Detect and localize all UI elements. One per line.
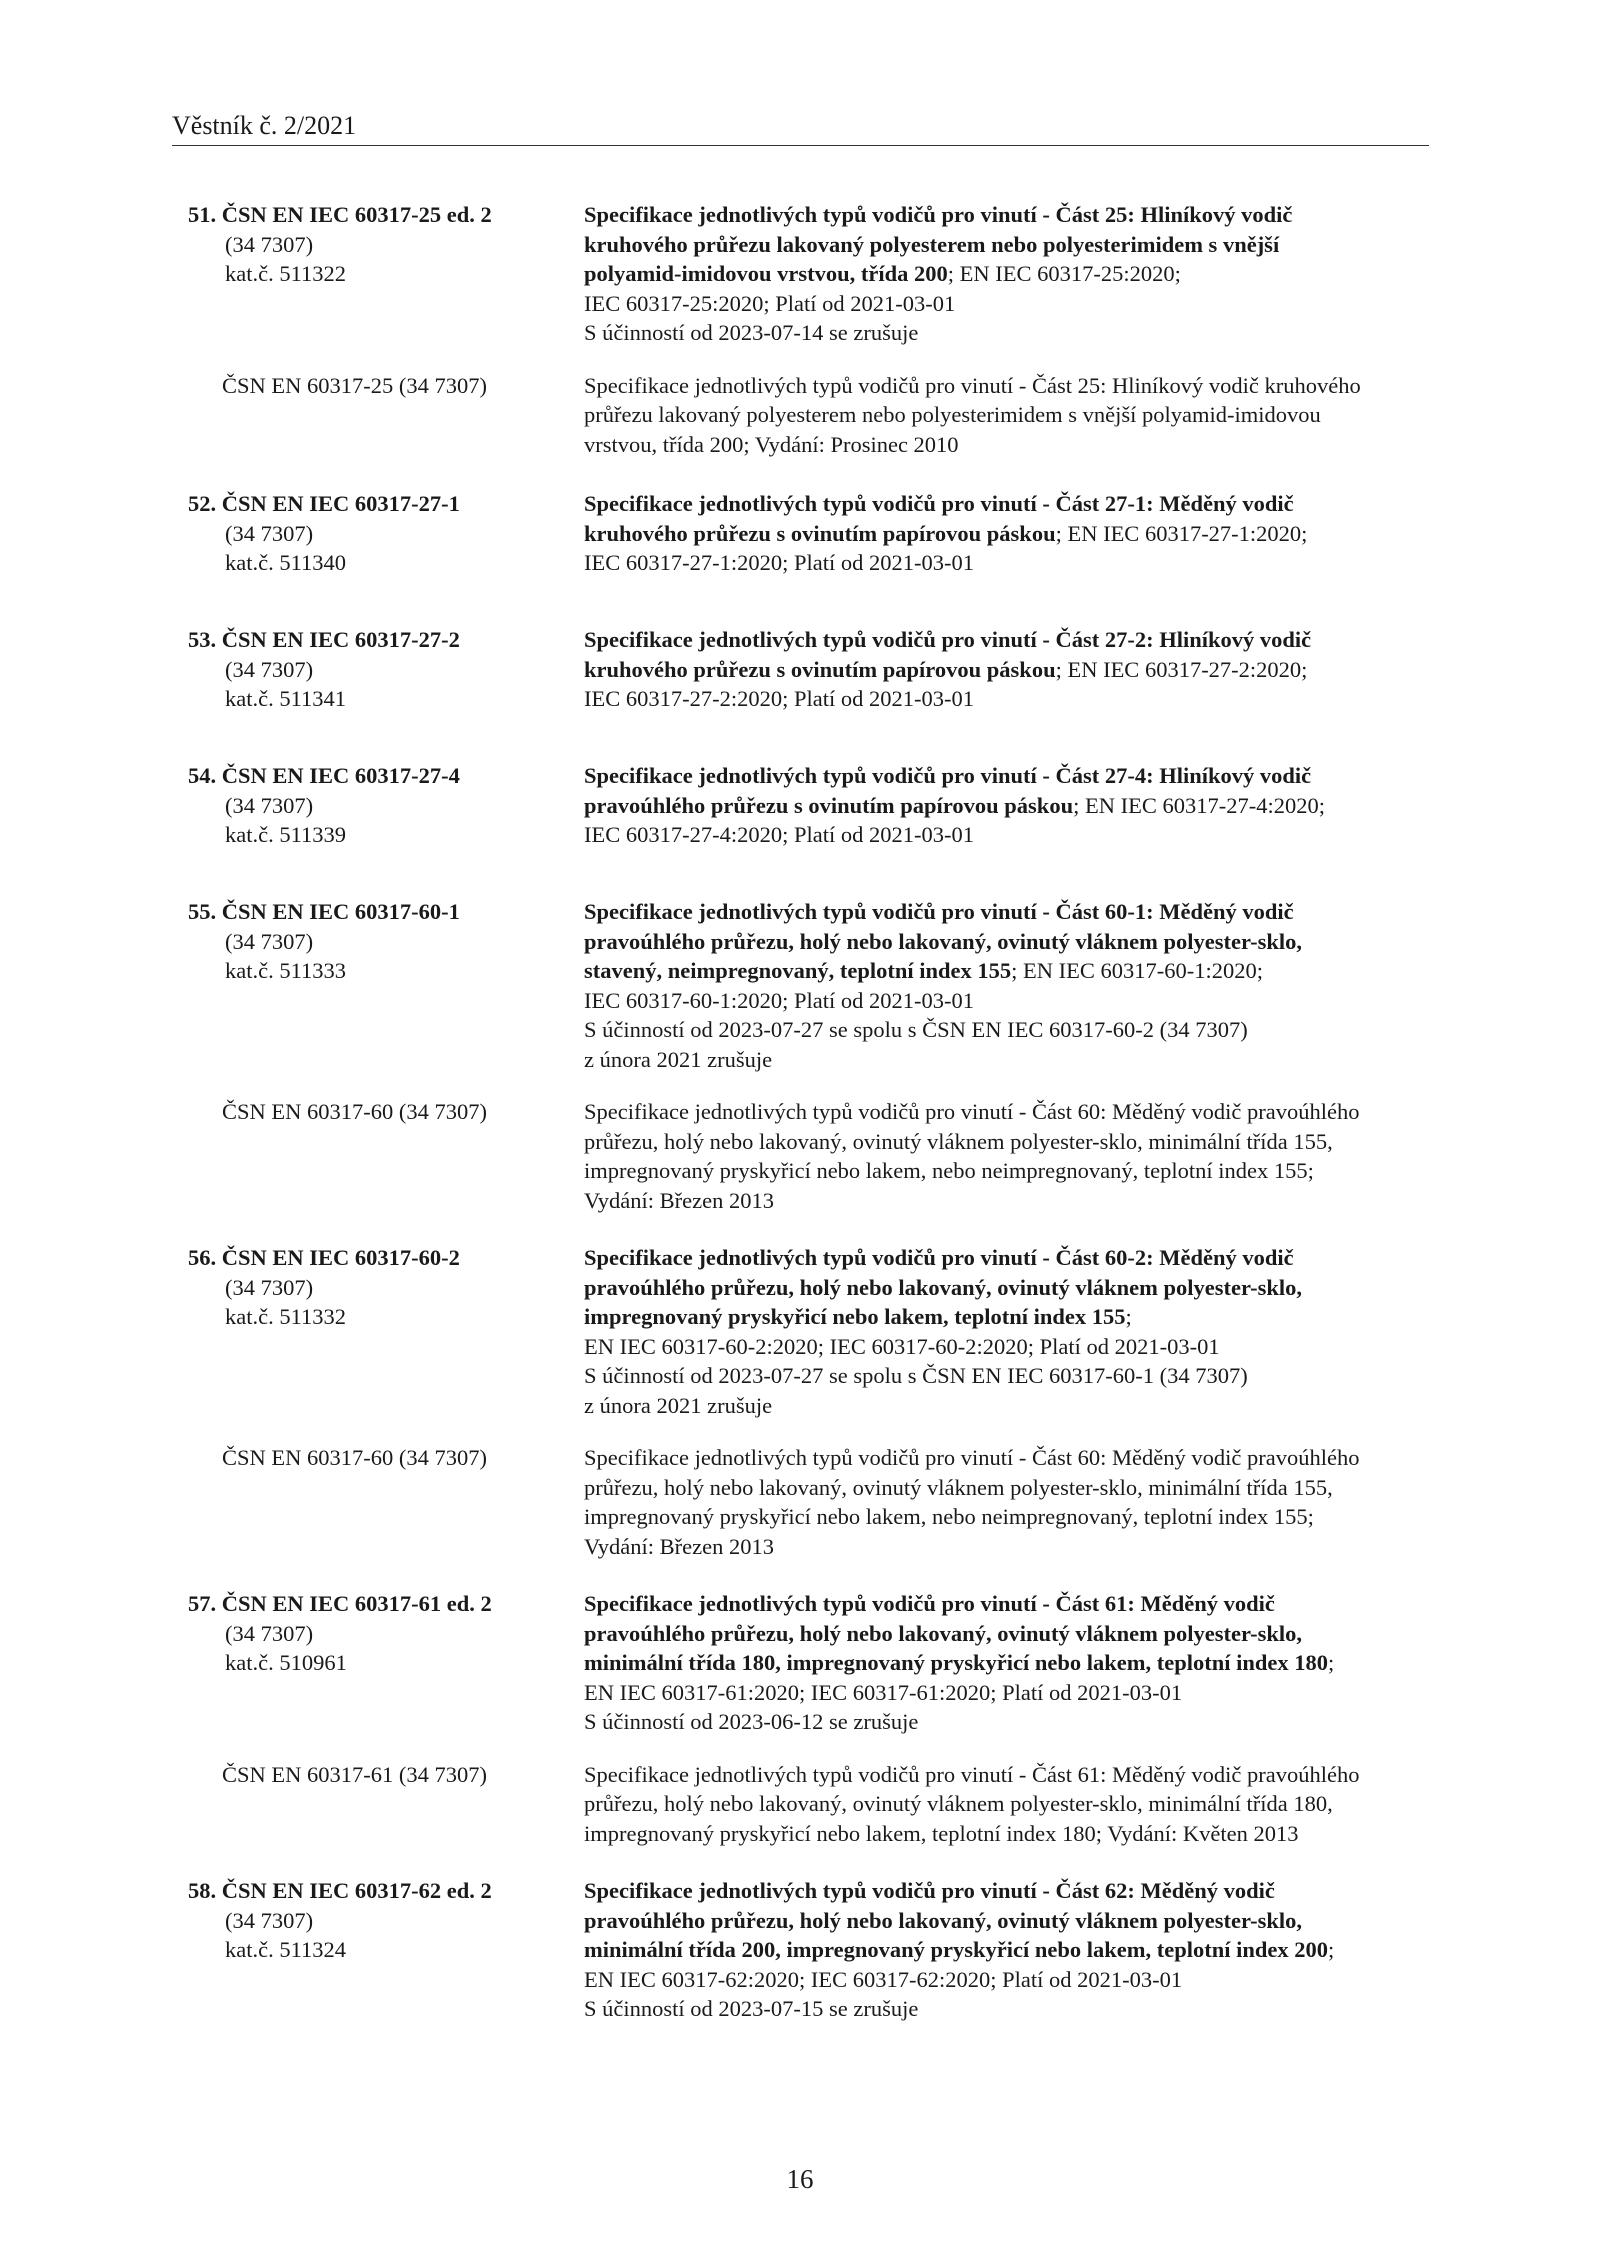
description-line: S účinností od 2023-06-12 se zrušuje [584,1709,919,1734]
classification-number: (34 7307) [225,1620,314,1646]
description-title: pravoúhlého průřezu, holý nebo lakovaný, ovinutý vláknem polyester-sklo, [584,1274,1303,1300]
description-line [584,259,1181,289]
catalog-number: kat.č. 511339 [225,822,347,847]
description-title: Specifikace jednotlivých typů vodičů pro vinutí - Část 25: Hliníkový vodič [584,202,1293,227]
description-line [584,1619,1302,1649]
description-title: polyamid-imidovou vrstvou, třída 200 [584,261,948,286]
description-title: kruhového průřezu s ovinutím papírovou páskou [584,520,1056,546]
replaced-description-line: Specifikace jednotlivých typů vodičů pro vinutí - Část 25: Hliníkový vodič kruhového [584,372,1361,398]
catalog-number: kat.č. 511324 [225,1937,347,1962]
description-line [584,761,1311,791]
description-line [584,1302,1132,1332]
description-line: S účinností od 2023-07-27 se spolu s ČSN EN IEC 60317-60-1 (34 7307) [584,1363,1248,1388]
description-line: EN IEC 60317-61:2020; IEC 60317-61:2020; Platí od 2021-03-01 [584,1679,1183,1705]
description-line [584,230,1279,260]
description-title: impregnovaný pryskyřicí nebo lakem, teplotní index 155 [584,1304,1126,1329]
description-references: ; [1328,1937,1335,1962]
replaced-description-line: impregnovaný pryskyřicí nebo lakem, nebo neimpregnovaný, teplotní index 155; [584,1158,1314,1183]
description-title: Specifikace jednotlivých typů vodičů pro vinutí - Část 60-2: Měděný vodič [584,1245,1294,1270]
description-references: ; EN IEC 60317-25:2020; [947,261,1181,286]
replaced-standard-number: ČSN EN 60317-61 (34 7307) [222,1761,487,1787]
page-number: 16 [786,2164,814,2194]
description-line [584,791,1325,821]
replaced-description-line: průřezu, holý nebo lakovaný, ovinutý vláknem polyester-sklo, minimální třída 155, [584,1474,1333,1500]
standard-number: 52. ČSN EN IEC 60317-27-1 [188,491,460,516]
description-title: stavený, neimpregnovaný, teplotní index 155 [584,958,1012,983]
description-references: ; [1328,1650,1335,1675]
description-line [584,655,1307,685]
description-line [584,625,1311,655]
catalog-number: kat.č. 511340 [225,550,347,575]
description-line [584,956,1263,986]
description-line [584,1935,1334,1965]
replaced-description-line: Vydání: Březen 2013 [584,1187,774,1213]
description-line: IEC 60317-27-1:2020; Platí od 2021-03-01 [584,550,974,575]
replaced-description-line: průřezu, holý nebo lakovaný, ovinutý vláknem polyester-sklo, minimální třída 180, [584,1791,1333,1816]
replaced-standard-number: ČSN EN 60317-60 (34 7307) [222,1099,487,1124]
standard-number: 55. ČSN EN IEC 60317-60-1 [188,899,460,924]
replaced-description-line: impregnovaný pryskyřicí nebo lakem, nebo neimpregnovaný, teplotní index 155; [584,1504,1314,1529]
replaced-standard-number: ČSN EN 60317-25 (34 7307) [222,372,487,398]
replaced-description-line: Vydání: Březen 2013 [584,1533,774,1559]
replaced-description-line: průřezu lakovaný polyesterem nebo polyesterimidem s vnější polyamid-imidovou [584,402,1321,427]
replaced-description-line: Specifikace jednotlivých typů vodičů pro vinutí - Část 61: Měděný vodič pravoúhlého [584,1761,1360,1787]
description-line [584,519,1307,549]
standard-number: 54. ČSN EN IEC 60317-27-4 [188,763,460,788]
description-line [584,1648,1334,1678]
description-title: kruhového průřezu s ovinutím papírovou páskou [584,656,1056,682]
classification-number: (34 7307) [225,1274,314,1300]
replaced-description-line: impregnovaný pryskyřicí nebo lakem, teplotní index 180; Vydání: Květen 2013 [584,1820,1299,1846]
classification-number: (34 7307) [225,520,314,546]
replaced-standard-number: ČSN EN 60317-60 (34 7307) [222,1445,487,1470]
description-title: Specifikace jednotlivých typů vodičů pro vinutí - Část 61: Měděný vodič [584,1591,1275,1616]
description-title: Specifikace jednotlivých typů vodičů pro vinutí - Část 27-4: Hliníkový vodič [584,763,1312,788]
catalog-number: kat.č. 511341 [225,686,347,711]
description-line: S účinností od 2023-07-15 se zrušuje [584,1996,919,2021]
classification-number: (34 7307) [225,656,314,682]
description-title: Specifikace jednotlivých typů vodičů pro vinutí - Část 27-2: Hliníkový vodič [584,627,1312,652]
description-line: IEC 60317-27-2:2020; Platí od 2021-03-01 [584,686,974,711]
description-title: pravoúhlého průřezu, holý nebo lakovaný, ovinutý vláknem polyester-sklo, [584,1907,1303,1933]
description-line: z února 2021 zrušuje [584,1046,773,1072]
description-line: S účinností od 2023-07-14 se zrušuje [584,320,919,345]
description-references: ; EN IEC 60317-60-1:2020; [1011,958,1263,983]
description-title: Specifikace jednotlivých typů vodičů pro vinutí - Část 62: Měděný vodič [584,1878,1275,1903]
description-line [584,200,1292,230]
description-line [584,489,1294,519]
description-line: z února 2021 zrušuje [584,1392,773,1418]
description-line: IEC 60317-60-1:2020; Platí od 2021-03-01 [584,987,974,1013]
description-references: ; [1125,1304,1132,1329]
description-line: IEC 60317-25:2020; Platí od 2021-03-01 [584,290,956,316]
classification-number: (34 7307) [225,231,314,257]
description-line: IEC 60317-27-4:2020; Platí od 2021-03-01 [584,822,974,847]
replaced-description-line: Specifikace jednotlivých typů vodičů pro vinutí - Část 60: Měděný vodič pravoúhlého [584,1099,1360,1124]
replaced-description-line: Specifikace jednotlivých typů vodičů pro vinutí - Část 60: Měděný vodič pravoúhlého [584,1445,1360,1470]
description-line: EN IEC 60317-60-2:2020; IEC 60317-60-2:2020; Platí od 2021-03-01 [584,1333,1220,1359]
description-title: minimální třída 180, impregnovaný pryskyřicí nebo lakem, teplotní index 180 [584,1650,1329,1675]
description-references: ; EN IEC 60317-27-2:2020; [1055,656,1308,682]
standard-number: 57. ČSN EN IEC 60317-61 ed. 2 [188,1591,492,1616]
description-line [584,1243,1294,1273]
description-line: EN IEC 60317-62:2020; IEC 60317-62:2020; Platí od 2021-03-01 [584,1966,1183,1992]
standard-number: 58. ČSN EN IEC 60317-62 ed. 2 [188,1878,492,1903]
header-divider [172,145,1429,146]
description-references: ; EN IEC 60317-27-4:2020; [1073,792,1325,818]
description-title: Specifikace jednotlivých typů vodičů pro vinutí - Část 27-1: Měděný vodič [584,491,1294,516]
page-header-title: Věstník č. 2/2021 [172,111,357,140]
standard-number: 53. ČSN EN IEC 60317-27-2 [188,627,460,652]
replaced-description-line: vrstvou, třída 200; Vydání: Prosinec 2010 [584,431,959,457]
description-line [584,1876,1275,1906]
description-title: pravoúhlého průřezu, holý nebo lakovaný, ovinutý vláknem polyester-sklo, [584,928,1303,954]
standard-number: 51. ČSN EN IEC 60317-25 ed. 2 [188,202,492,227]
description-line [584,1906,1302,1936]
description-line [584,1273,1302,1303]
catalog-number: kat.č. 511333 [225,958,347,983]
description-line [584,1589,1275,1619]
classification-number: (34 7307) [225,1907,314,1933]
description-title: Specifikace jednotlivých typů vodičů pro vinutí - Část 60-1: Měděný vodič [584,899,1294,924]
description-line: S účinností od 2023-07-27 se spolu s ČSN EN IEC 60317-60-2 (34 7307) [584,1017,1248,1042]
classification-number: (34 7307) [225,792,314,818]
description-line [584,927,1302,957]
description-line [584,897,1294,927]
description-references: ; EN IEC 60317-27-1:2020; [1055,520,1308,546]
description-title: pravoúhlého průřezu, holý nebo lakovaný, ovinutý vláknem polyester-sklo, [584,1620,1303,1646]
catalog-number: kat.č. 510961 [225,1650,347,1675]
catalog-number: kat.č. 511332 [225,1304,347,1329]
catalog-number: kat.č. 511322 [225,261,347,286]
description-title: pravoúhlého průřezu s ovinutím papírovou páskou [584,792,1074,818]
replaced-description-line: průřezu, holý nebo lakovaný, ovinutý vláknem polyester-sklo, minimální třída 155, [584,1128,1333,1154]
classification-number: (34 7307) [225,928,314,954]
description-title: kruhového průřezu lakovaný polyesterem nebo polyesterimidem s vnější [584,231,1280,257]
description-title: minimální třída 200, impregnovaný pryskyřicí nebo lakem, teplotní index 200 [584,1937,1329,1962]
standard-number: 56. ČSN EN IEC 60317-60-2 [188,1245,460,1270]
